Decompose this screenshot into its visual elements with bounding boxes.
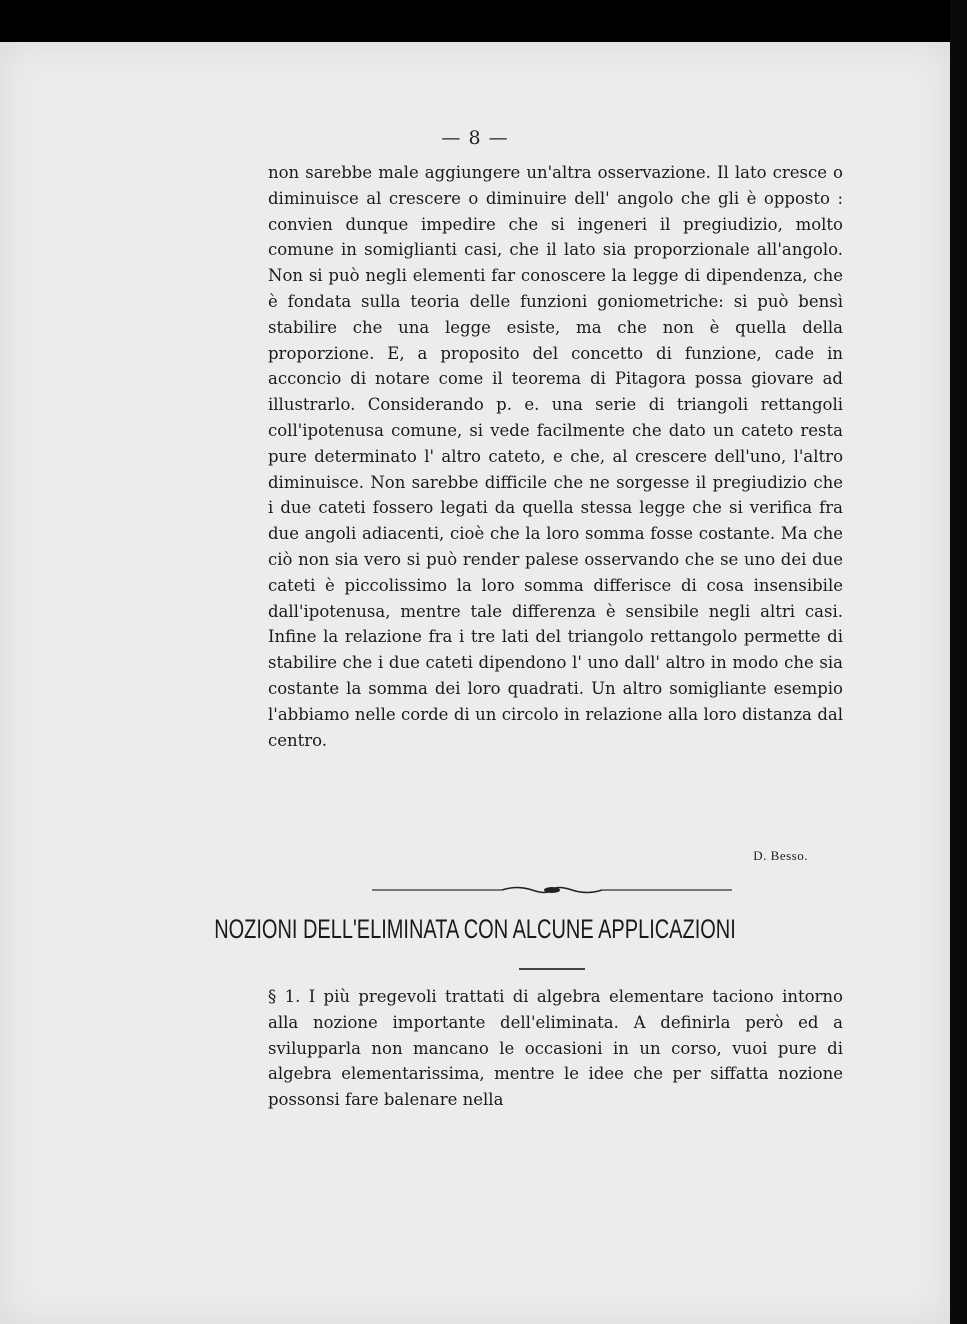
author-signature: D. Besso. — [753, 848, 808, 863]
book-page — [0, 42, 950, 1324]
article-body-paragraph: non sarebbe male aggiungere un'altra osservazione. Il lato cresce o diminuisce al crescere o diminuire dell' angolo che gli è opposto : convien dunque impedire che si ingeneri il pregiudizio, molto comune in somiglianti casi, che il lato sia proporzionale all'angolo. Non si può negli elementi far conoscere la legge di dipendenza, che è fondata sulla teoria delle funzioni goniometriche: si può bensì stabilire che una legge esiste, ma che non è quella della proporzione. E, a proposito del concetto di funzione, cade in acconcio di notare come il teorema di Pitagora possa giovare ad illustrarlo. Considerando p. e. una serie di triangoli rettangoli coll'ipotenusa comune, si vede facilmente che dato un cateto resta pure determinato l' altro cateto, e che, al crescere dell'uno, l'altro diminuisce. Non sarebbe difficile che ne sorgesse il pregiudizio che i due cateti fossero legati da quella stessa legge che si verifica fra due angoli adiacenti, cioè che la loro somma fosse costante. Ma che ciò non sia vero si può render palese osservando che se uno dei due cateti è piccolissimo la loro somma differisce di cosa insensibile dall'ipotenusa, mentre tale differenza è sensibile negli altri casi. Infine la relazione fra i tre lati del triangolo rettangolo permette di stabilire che i due cateti dipendono l' uno dall' altro in modo che sia costante la somma dei loro quadrati. Un altro somigliante esempio l'abbiamo nelle corde di un circolo in relazione alla loro distanza dal centro. — [268, 163, 843, 750]
title-underline — [519, 968, 585, 970]
section-mark: § 1. — [268, 987, 301, 1006]
section-paragraph — [268, 984, 843, 1113]
ornamental-divider — [372, 885, 732, 895]
section-title: NOZIONI DELL'ELIMINATA CON ALCUNE APPLICAZIONI — [214, 914, 736, 944]
page-number: — 8 — — [441, 127, 509, 149]
section-text: I più pregevoli trattati di algebra elementare taciono intorno alla nozione importante dell'eliminata. A definirla però ed a svilupparla non mancano le occasioni in un corso, vuoi pure di algebra elementarissima, mentre le idee che per siffatta nozione possonsi fare balenare nella — [268, 987, 843, 1110]
scan-edge — [950, 0, 967, 1324]
